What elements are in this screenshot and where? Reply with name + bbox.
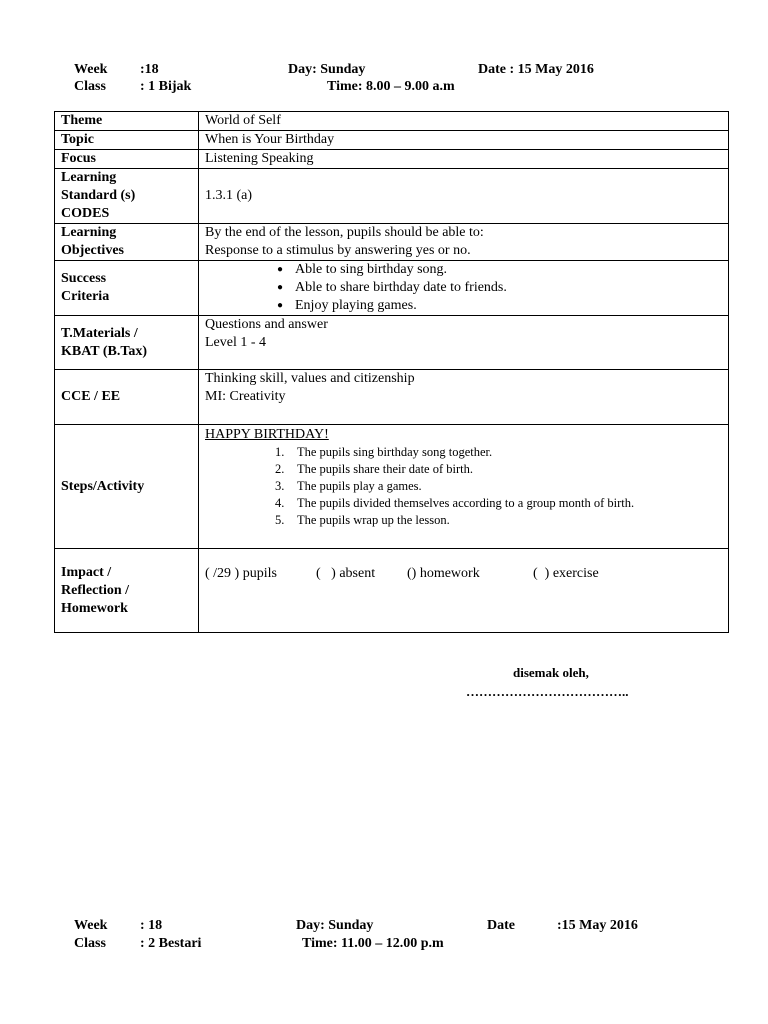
- lesson-plan-table: [54, 111, 729, 633]
- date-text: Date : 15 May 2016: [478, 62, 594, 77]
- sc-label-line-2: Criteria: [61, 289, 110, 304]
- signature-line: ………………………………..: [466, 684, 629, 699]
- sc-label-line-1: Success: [61, 271, 107, 286]
- time-text: Time: 8.00 – 9.00 a.m: [327, 79, 455, 94]
- ls-label-line-2: Standard (s): [61, 188, 136, 203]
- week-label: Week: [74, 62, 108, 77]
- class-label: Class: [74, 79, 106, 94]
- tm-label-line-2: KBAT (B.Tax): [61, 343, 148, 359]
- impact-label-line-1: Impact /: [61, 564, 112, 580]
- week-label: Week: [74, 918, 108, 933]
- step-text: The pupils divided themselves according to a group month of birth.: [297, 496, 635, 510]
- learning-objectives-label: [55, 224, 199, 261]
- topic-label: Topic: [55, 131, 199, 150]
- focus-value: Listening Speaking: [199, 150, 729, 169]
- topic-value: When is Your Birthday: [199, 131, 729, 150]
- impact-label-line-2: Reflection /: [61, 582, 130, 598]
- row-steps: [55, 425, 729, 549]
- date-label: Date: [487, 918, 515, 933]
- learning-standard-value: 1.3.1 (a): [199, 169, 729, 224]
- row-cce: [55, 370, 729, 425]
- ls-label-line-3: CODES: [61, 206, 110, 221]
- reviewed-by-label: disemak oleh,: [513, 665, 589, 680]
- row-theme: [55, 112, 729, 131]
- steps-title: HAPPY BIRTHDAY!: [205, 427, 329, 442]
- week-value: : 18: [140, 918, 163, 933]
- week-value: :18: [140, 62, 159, 77]
- criteria-text: Able to sing birthday song.: [295, 262, 448, 277]
- teaching-materials-value: [199, 316, 729, 370]
- list-item: [205, 495, 722, 512]
- row-success-criteria: [55, 261, 729, 316]
- theme-value: World of Self: [199, 112, 729, 131]
- step-text: The pupils sing birthday song together.: [297, 445, 493, 459]
- step-number: 1.: [275, 445, 285, 459]
- success-criteria-value: [199, 261, 729, 316]
- row-focus: [55, 150, 729, 169]
- learning-objectives-value: [199, 224, 729, 261]
- ls-label-line-1: Learning: [61, 170, 117, 185]
- exercise-count: ( ) exercise: [533, 566, 599, 581]
- homework-count: () homework: [407, 566, 480, 581]
- list-item: [205, 297, 722, 315]
- teaching-materials-label: [55, 316, 199, 370]
- cce-value: [199, 370, 729, 425]
- row-impact: [55, 549, 729, 633]
- step-number: 5.: [275, 513, 285, 527]
- day-text: Day: Sunday: [296, 918, 374, 933]
- tm-label-line-1: T.Materials /: [61, 325, 138, 341]
- step-number: 4.: [275, 496, 285, 510]
- lesson-header-2: [0, 917, 768, 953]
- steps-list: [205, 444, 722, 529]
- cce-value-line-2: MI: Creativity: [205, 389, 286, 404]
- pupils-count: ( /29 ) pupils: [205, 566, 277, 581]
- criteria-text: Enjoy playing games.: [295, 298, 417, 313]
- impact-label: [55, 549, 199, 633]
- criteria-text: Able to share birthday date to friends.: [295, 280, 507, 295]
- step-text: The pupils share their date of birth.: [297, 462, 473, 476]
- date-value: :15 May 2016: [557, 918, 638, 933]
- class-value: : 2 Bestari: [140, 936, 202, 951]
- list-item: [205, 261, 722, 279]
- cce-label: CCE / EE: [55, 370, 199, 425]
- row-learning-standard: [55, 169, 729, 224]
- list-item: [205, 478, 722, 495]
- lo-label-line-2: Objectives: [61, 243, 124, 258]
- cce-value-line-1: Thinking skill, values and citizenship: [205, 371, 415, 386]
- row-learning-objectives: [55, 224, 729, 261]
- list-item: [205, 461, 722, 478]
- row-topic: [55, 131, 729, 150]
- step-text: The pupils wrap up the lesson.: [297, 513, 450, 527]
- time-text: Time: 11.00 – 12.00 p.m: [302, 936, 444, 951]
- focus-label: Focus: [55, 150, 199, 169]
- step-number: 2.: [275, 462, 285, 476]
- theme-label: Theme: [55, 112, 199, 131]
- lo-value-line-2: Response to a stimulus by answering yes or no.: [205, 243, 471, 258]
- list-item: [205, 279, 722, 297]
- lesson-header-1: [0, 61, 768, 97]
- lo-value-line-1: By the end of the lesson, pupils should be able to:: [205, 225, 484, 240]
- success-criteria-label: [55, 261, 199, 316]
- step-text: The pupils play a games.: [297, 479, 422, 493]
- impact-line: [205, 565, 722, 583]
- class-value: : 1 Bijak: [140, 79, 192, 94]
- tm-value-line-1: Questions and answer: [205, 317, 328, 332]
- step-number: 3.: [275, 479, 285, 493]
- success-criteria-list: [205, 261, 722, 315]
- lo-label-line-1: Learning: [61, 225, 117, 240]
- list-item: [205, 512, 722, 529]
- tm-value-line-2: Level 1 - 4: [205, 335, 267, 350]
- row-teaching-materials: [55, 316, 729, 370]
- list-item: [205, 444, 722, 461]
- steps-value: [199, 425, 729, 549]
- steps-label: Steps/Activity: [55, 425, 199, 549]
- impact-value: [199, 549, 729, 633]
- impact-label-line-3: Homework: [61, 600, 128, 616]
- day-text: Day: Sunday: [288, 62, 366, 77]
- class-label: Class: [74, 936, 106, 951]
- learning-standard-label: [55, 169, 199, 224]
- absent-count: ( ) absent: [316, 566, 376, 581]
